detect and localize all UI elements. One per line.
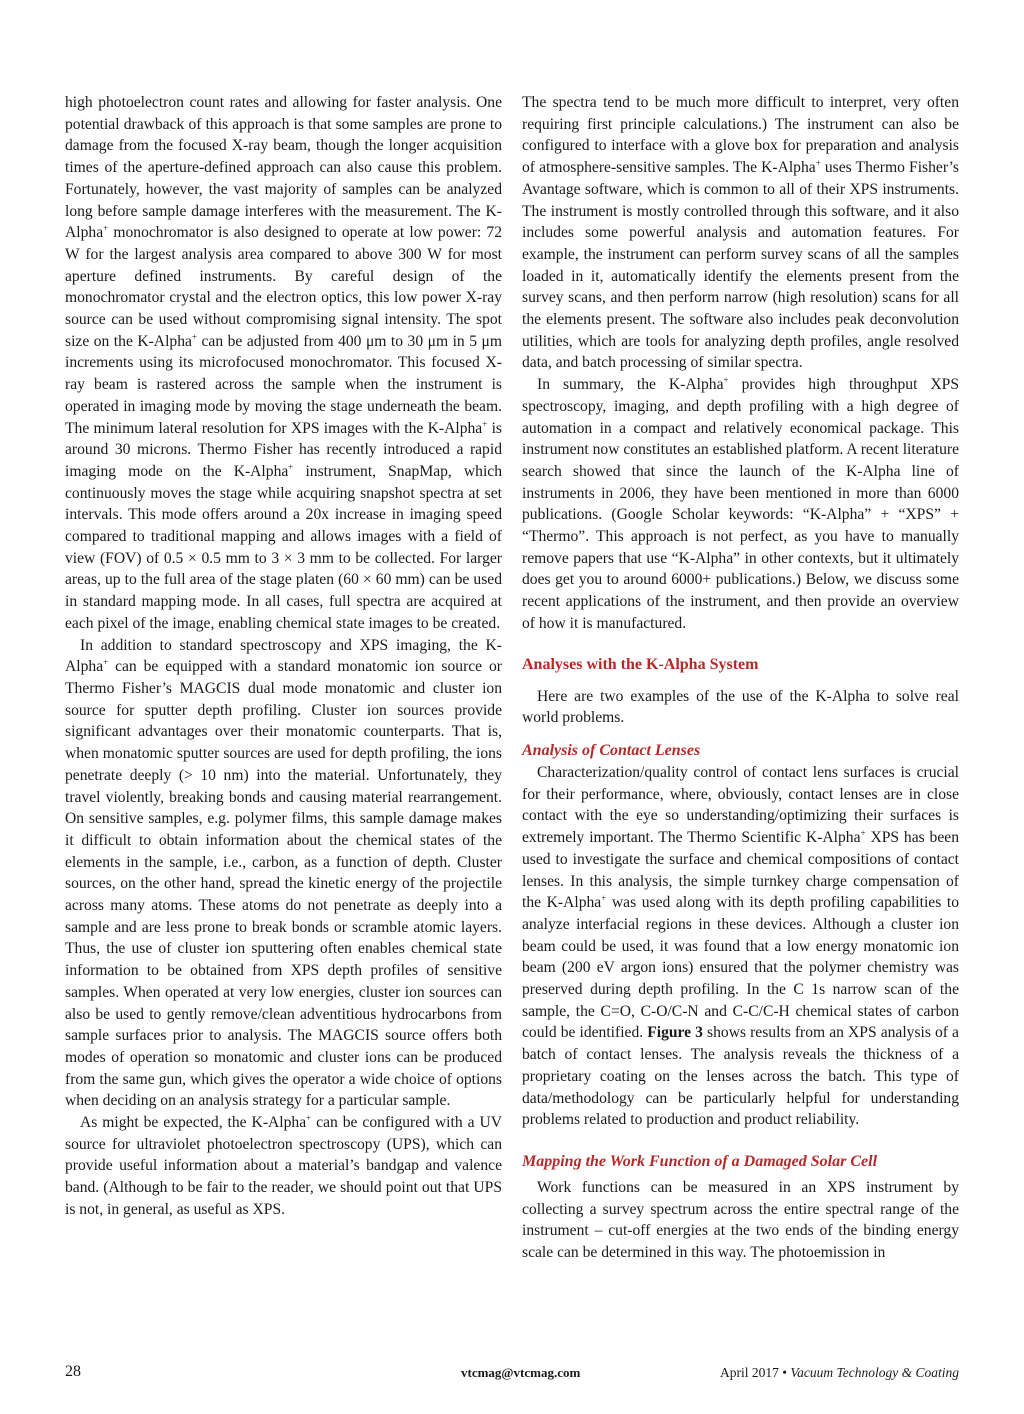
figure-reference: Figure 3 bbox=[647, 1024, 703, 1042]
footer-issue bbox=[720, 1365, 959, 1381]
right-paragraph-5: Work functions can be measured in an XPS instrument by collecting a survey spectrum across the entire spectral range of the instrument – cut-off energies at the two ends of the binding energy scale can be determined in this way. The photoemission in bbox=[522, 1178, 959, 1262]
subheading-contact-lenses: Analysis of Contact Lenses bbox=[522, 741, 701, 759]
page-footer bbox=[65, 1365, 959, 1385]
issue-date: April 2017 bbox=[720, 1365, 779, 1380]
left-paragraph-2: In addition to standard spectroscopy and XPS imaging, the K-Alpha+ can be equipped with a standard monatomic ion source or Thermo Fisher’s MAGCIS dual mode monatomic and cluster ion source for sputter depth profiling. Cluster ion sources provide significant advantages over their monatomic counterparts. That is, when monatomic sputter sources are used for depth profiling, the ions penetrate deeply (> 10 nm) into the material. Unfortunately, they travel violently, breaking bonds and causing material rearrangement. On sensitive samples, e.g. polymer films, this sample damage makes it difficult to obtain information about the chemical states of the elements in the sample, i.e., carbon, as a function of depth. Cluster sources, on the other hand, spread the kinetic energy of the projectile across many atoms. These atoms do not penetrate as deeply into a sample and are less prone to break bonds or scramble atomic layers. Thus, the use of cluster ion sputtering often enables chemical state information to be obtained from XPS depth profiles of sensitive samples. When operated at very low energies, cluster ion sources can also be used to gently remove/clean adventitious hydrocarbons from sample surfaces prior to analysis. The MAGCIS source offers both modes of operation so monatomic and cluster ions can be produced from the same gun, which gives the operator a wide choice of options when deciding on an analysis strategy for a particular sample. bbox=[65, 636, 502, 1110]
footer-email: vtcmag@vtcmag.com bbox=[461, 1365, 581, 1380]
left-paragraph-1: high photoelectron count rates and allowing for faster analysis. One potential drawback of this approach is that some samples are prone to damage from the focused X-ray beam, though the longer acquisition times of the aperture-defined approach can also cause this problem. Fortunately, however, the vast majority of samples can be analyzed long before sample damage interferes with the measurement. The K-Alpha+ monochromator is also designed to operate at low power: 72 W for the largest analysis area compared to above 300 W for most aperture defined instruments. By careful design of the monochromator crystal and the electron optics, this low power X-ray source can be used without compromising signal intensity. The spot size on the K-Alpha+ can be adjusted from 400 μm to 30 μm in 5 μm increments using its microfocused monochromator. This focused X-ray beam is rastered across the sample when the instrument is operated in imaging mode by moving the stage underneath the beam. The minimum lateral resolution for XPS images with the K-Alpha+ is around 30 microns. Thermo Fisher has recently introduced a rapid imaging mode on the K-Alpha+ instrument, SnapMap, which continuously moves the stage while acquiring snapshot spectra at set intervals. This mode offers around a 20x increase in imaging speed compared to traditional mapping and allows images with a field of view (FOV) of 0.5 × 0.5 mm to 3 × 3 mm to be collected. For larger areas, up to the full area of the stage platen (60 × 60 mm) can be used in standard mapping mode. In all cases, full spectra are acquired at each pixel of the image, enabling chemical state images to be created. bbox=[65, 94, 502, 632]
section-heading-analyses: Analyses with the K-Alpha System bbox=[522, 655, 759, 673]
right-column bbox=[522, 92, 959, 1264]
right-paragraph-3: Here are two examples of the use of the K-Alpha to solve real world problems. bbox=[522, 687, 959, 727]
left-column bbox=[65, 92, 502, 1221]
page-number: 28 bbox=[65, 1363, 81, 1380]
footer-bullet: • bbox=[782, 1365, 787, 1380]
right-paragraph-1: The spectra tend to be much more difficult to interpret, very often requiring first principle calculations.) The instrument can also be configured to interface with a glove box for preparation and analysis of atmosphere-sensitive samples. The K-Alpha+ uses Thermo Fisher’s Avantage software, which is common to all of their XPS instruments. The instrument is mostly controlled through this software, and it also includes some powerful analysis and automation features. For example, the instrument can perform survey scans of all the samples loaded in it, automatically identify the elements present from the survey scans, and then perform narrow (high resolution) scans for all the elements present. The software also includes peak deconvolution utilities, which are tools for analyzing depth profiles, angle resolved data, and batch processing of similar spectra. bbox=[522, 94, 959, 372]
magazine-name: Vacuum Technology & Coating bbox=[790, 1365, 959, 1380]
left-paragraph-3: As might be expected, the K-Alpha+ can be configured with a UV source for ultraviolet photoelectron spectroscopy (UPS), which can provide useful information about a material’s bandgap and valence band. (Although to be fair to the reader, we should point out that UPS is not, in general, as useful as XPS. bbox=[65, 1112, 502, 1218]
right-paragraph-2: In summary, the K-Alpha+ provides high throughput XPS spectroscopy, imaging, and depth profiling with a high degree of automation in a compact and relatively economical package. This instrument now constitutes an established platform. A recent literature search showed that since the launch of the K-Alpha line of instruments in 2006, they have been mentioned in more than 6000 publications. (Google Scholar keywords: “K-Alpha” + “XPS” + “Thermo”. This approach is not perfect, as you have to manually remove papers that use “K-Alpha” in other contexts, but it ultimately does get you to around 6000+ publications.) Below, we discuss some recent applications of the instrument, and then provide an overview of how it is manufactured. bbox=[522, 374, 959, 632]
right-paragraph-4: Characterization/quality control of contact lens surfaces is crucial for their performance, where, obviously, contact lenses are in close contact with the eye so understanding/optimizing their surfaces is extremely important. The Thermo Scientific K-Alpha+ XPS has been used to investigate the surface and chemical compositions of contact lenses. In this analysis, the simple turnkey charge compensation of the K-Alpha+ was used along with its depth profiling capabilities to analyze interfacial regions in these devices. Although a cluster ion beam could be used, it was found that a low energy monatomic ion beam (200 eV argon ions) ensured that the polymer chemistry was preserved during depth profiling. In the C 1s narrow scan of the sample, the C=O, C-O/C-N and C-C/C-H chemical states of carbon could be identified. Figure 3 shows results from an XPS analysis of a batch of contact lenses. The analysis reveals the thickness of a proprietary coating on the lenses across the batch. This type of data/methodology can be particularly helpful for understanding problems related to production and product reliability. bbox=[522, 763, 959, 1129]
subheading-solar-cell: Mapping the Work Function of a Damaged Solar Cell bbox=[522, 1152, 878, 1170]
